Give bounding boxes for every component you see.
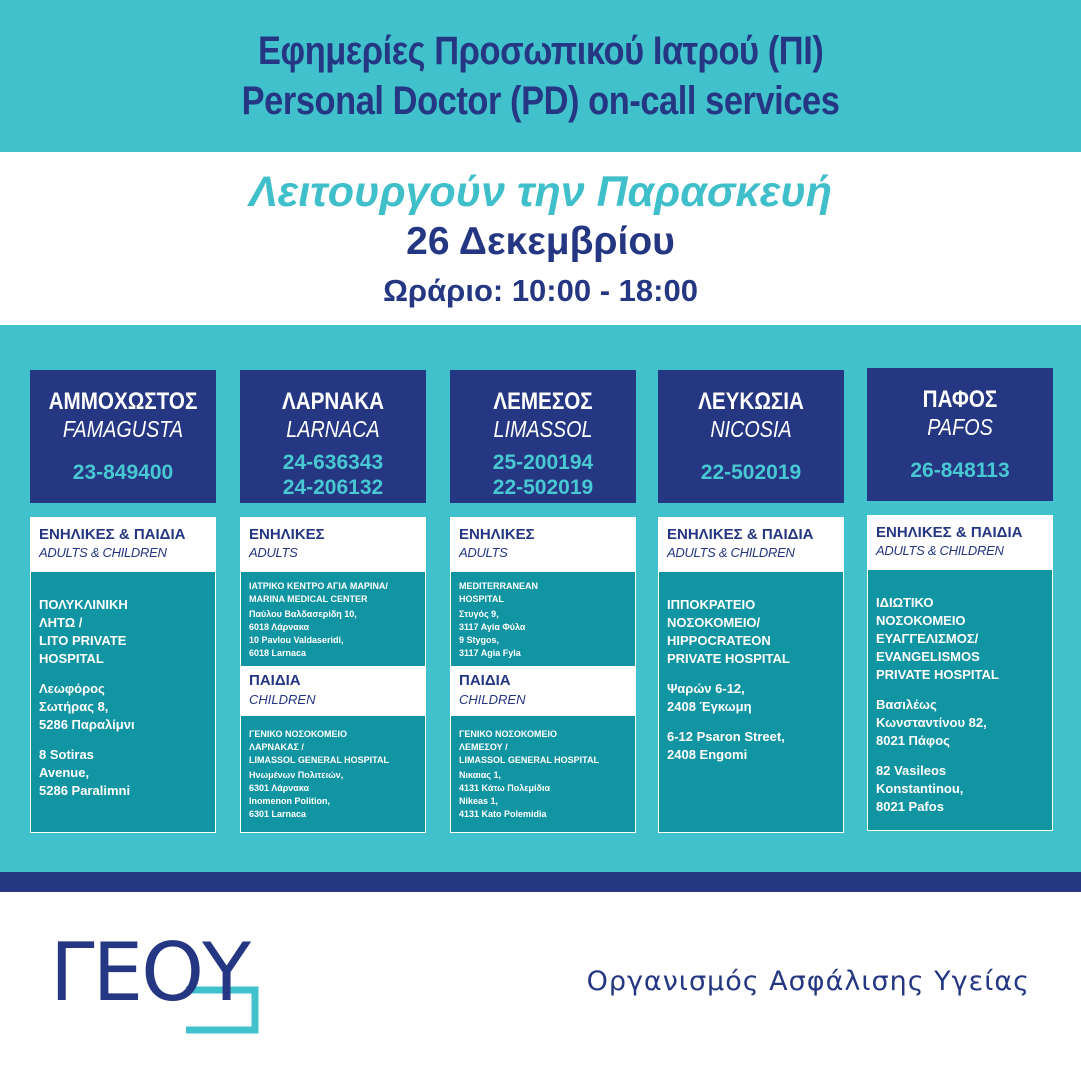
organization-name: Οργανισμός Ασφάλισης Υγείας: [586, 966, 1030, 997]
facility-details: [249, 728, 423, 823]
patient-group-english: ADULTS: [249, 545, 298, 560]
phone-numbers: [450, 450, 636, 500]
announcement-band: [0, 152, 1081, 325]
facility-details: [39, 596, 211, 812]
patient-group-header: [868, 516, 1052, 570]
phone-number[interactable]: 23-849400: [72, 461, 174, 484]
patient-group-greek: ΕΝΗΛΙΚΕΣ & ΠΑΙΔΙΑ: [667, 526, 814, 543]
facility-address: Ψαρών 6-12, 2408 Έγκωμη: [667, 681, 752, 714]
facility-card: [450, 517, 636, 833]
district-header: [30, 370, 216, 503]
patient-group-header: [241, 518, 425, 572]
patient-group-greek: ΕΝΗΛΙΚΕΣ: [249, 526, 325, 543]
facility-name: ΙΠΠΟΚΡΑΤΕΙΟ ΝΟΣΟΚΟΜΕΙΟ/ HIPPOCRATEON PRIVATE HOSPITAL: [667, 597, 790, 666]
phone-number[interactable]: 24-636343: [282, 451, 384, 474]
patient-group-english: CHILDREN: [459, 692, 526, 707]
district-name-english: FAMAGUSTA: [62, 416, 184, 442]
phone-numbers: [867, 458, 1053, 483]
district-header: [240, 370, 426, 503]
patient-group-english: ADULTS: [459, 545, 508, 560]
facility-address: 8 Sotiras Avenue, 5286 Paralimni: [39, 747, 131, 798]
patient-group-greek: ΕΝΗΛΙΚΕΣ & ΠΑΙΔΙΑ: [876, 524, 1023, 541]
facility-address: Παύλου Βαλδασερίδη 10, 6018 Λάρνακα 10 Pavlou Valdaseridi, 6018 Larnaca: [249, 609, 357, 658]
facility-details: [459, 728, 633, 823]
patient-group-english: CHILDREN: [249, 692, 316, 707]
patient-group-header: [241, 666, 425, 716]
patient-group-english: ADULTS & CHILDREN: [39, 545, 167, 560]
facility-details: [667, 596, 839, 776]
facility-address: Λεωφόρος Σωτήρας 8, 5286 Παραλίμνι: [39, 681, 135, 732]
district-name-greek: ΛΕΥΚΩΣΙΑ: [698, 388, 804, 415]
facility-name: ΙΔΙΩΤΙΚΟ ΝΟΣΟΚΟΜΕΙΟ ΕΥΑΓΓΕΛΙΣΜΟΣ/ EVANGELISMOS PRIVATE HOSPITAL: [876, 595, 999, 682]
phone-number[interactable]: 22-502019: [492, 476, 594, 499]
phone-number[interactable]: 22-502019: [700, 461, 802, 484]
footer-divider: [0, 872, 1081, 892]
patient-group-header: [31, 518, 215, 572]
header-banner: [0, 0, 1081, 152]
patient-group-english: ADULTS & CHILDREN: [667, 545, 795, 560]
announcement-day: Λειτουργούν την Παρασκευή: [248, 168, 833, 216]
district-name-english: LIMASSOL: [493, 416, 593, 442]
facility-name: ΓΕΝΙΚΟ ΝΟΣΟΚΟΜΕΙΟ ΛΕΜΕΣΟΥ / LIMASSOL GENERAL HOSPITAL: [459, 729, 600, 765]
district-header: [867, 368, 1053, 501]
facility-name: ΙΑΤΡΙΚΟ ΚΕΝΤΡΟ ΑΓΙΑ ΜΑΡΙΝΑ/ MARINA MEDICAL CENTER: [249, 581, 388, 604]
facility-card: [867, 515, 1053, 831]
announcement-hours: Ωράριο: 10:00 - 18:00: [383, 273, 698, 308]
facility-card: [658, 517, 844, 833]
phone-number[interactable]: 24-206132: [282, 476, 384, 499]
patient-group-greek: ΠΑΙΔΙΑ: [459, 672, 511, 689]
facility-card: [30, 517, 216, 833]
facility-name: ΓΕΝΙΚΟ ΝΟΣΟΚΟΜΕΙΟ ΛΑΡΝΑΚΑΣ / LIMASSOL GENERAL HOSPITAL: [249, 729, 390, 765]
district-header: [658, 370, 844, 503]
district-name-greek: ΑΜΜΟΧΩΣΤΟΣ: [48, 388, 198, 415]
facility-address: 6-12 Psaron Street, 2408 Engomi: [667, 729, 785, 762]
district-name-english: PAFOS: [927, 414, 993, 440]
facility-details: [249, 580, 423, 662]
district-name-english: LARNACA: [286, 416, 380, 442]
phone-numbers: [30, 460, 216, 485]
geoy-logo: [50, 928, 260, 1038]
title-greek: Εφημερίες Προσωπικού Ιατρού (ΠΙ): [257, 29, 824, 73]
title-english: Personal Doctor (PD) on-call services: [241, 79, 840, 123]
facility-address: Βασιλέως Κωνσταντίνου 82, 8021 Πάφος: [876, 697, 987, 748]
district-header: [450, 370, 636, 503]
district-name-greek: ΛΑΡΝΑΚΑ: [281, 388, 385, 415]
facility-address: 82 Vasileos Konstantinou, 8021 Pafos: [876, 763, 964, 814]
phone-number[interactable]: 25-200194: [492, 451, 594, 474]
district-name-greek: ΠΑΦΟΣ: [922, 386, 998, 413]
patient-group-greek: ΕΝΗΛΙΚΕΣ & ΠΑΙΔΙΑ: [39, 526, 186, 543]
patient-group-greek: ΕΝΗΛΙΚΕΣ: [459, 526, 535, 543]
logo-text: ΓΕΟΥ: [50, 926, 249, 1019]
phone-number[interactable]: 26-848113: [910, 459, 1010, 482]
district-name-english: NICOSIA: [710, 416, 792, 442]
patient-group-header: [659, 518, 843, 572]
facility-card: [240, 517, 426, 833]
patient-group-greek: ΠΑΙΔΙΑ: [249, 672, 301, 689]
patient-group-english: ADULTS & CHILDREN: [876, 543, 1004, 558]
patient-group-header: [451, 518, 635, 572]
patient-group-header: [451, 666, 635, 716]
facility-address: Στυγός 9, 3117 Αγία Φύλα 9 Stygos, 3117 Agia Fyla: [459, 609, 526, 658]
district-name-greek: ΛΕΜΕΣΟΣ: [493, 388, 593, 415]
phone-numbers: [240, 450, 426, 500]
phone-numbers: [658, 460, 844, 485]
facility-address: Νικαιας 1, 4131 Κάτω Πολεμίδια Nikeas 1, 4131 Kato Polemidia: [459, 770, 550, 819]
facility-address: Ηνωμένων Πολιτειών, 6301 Λάρνακα Inomenon Polition, 6301 Larnaca: [249, 770, 344, 819]
facility-details: [876, 594, 1048, 828]
districts-panel: [0, 325, 1081, 872]
facility-name: ΠΟΛΥΚΛΙΝΙΚΗ ΛΗΤΩ / LITO PRIVATE HOSPITAL: [39, 597, 128, 666]
facility-details: [459, 580, 633, 662]
announcement-date: 26 Δεκεμβρίου: [406, 220, 675, 263]
facility-name: MEDITERRANEAN HOSPITAL: [459, 581, 539, 604]
